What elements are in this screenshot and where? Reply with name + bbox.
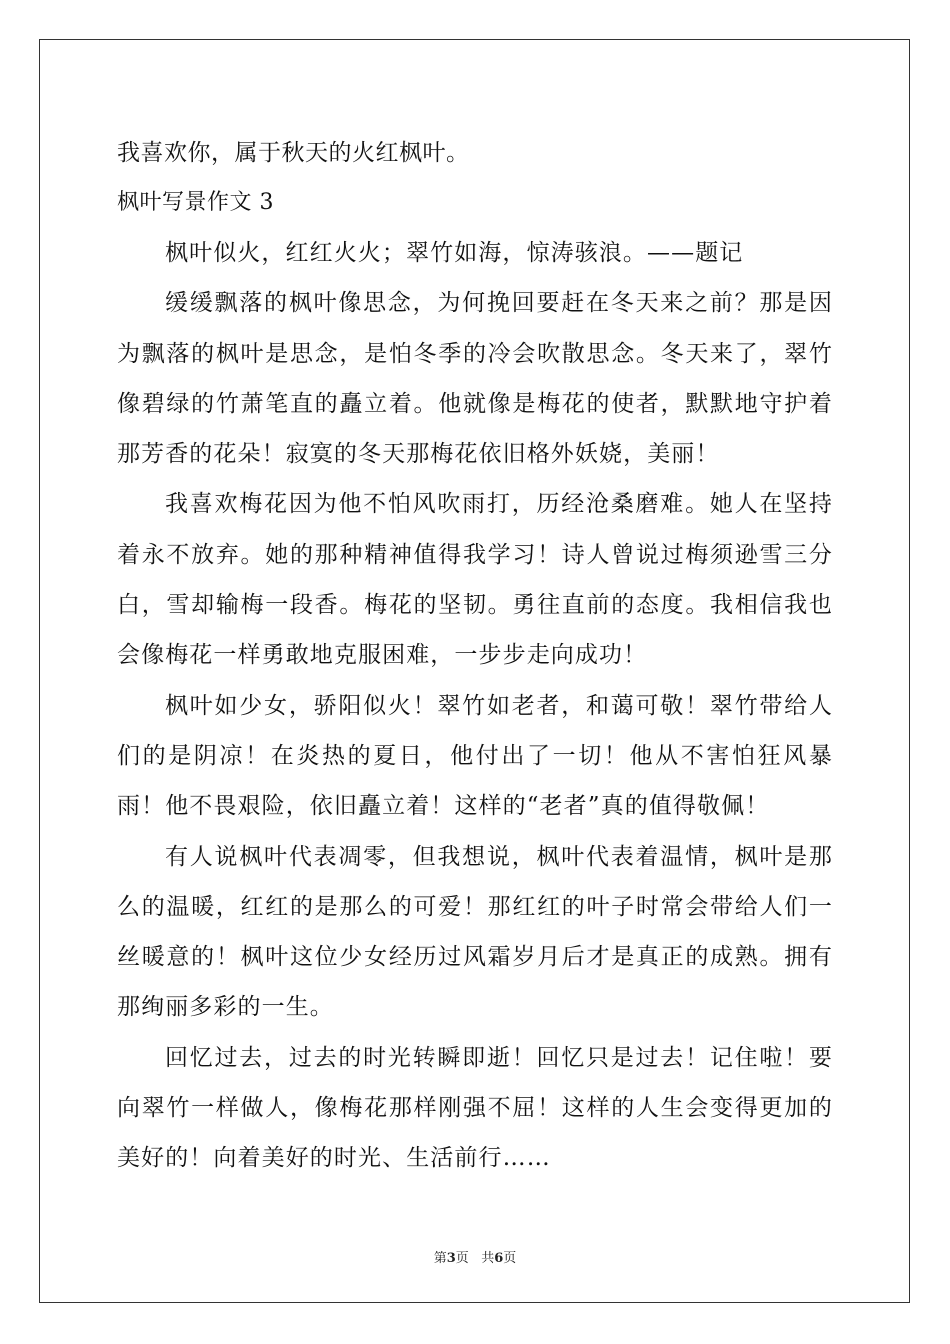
page-suffix: 页 xyxy=(455,1251,469,1266)
paragraph-3: 枫叶如少女，骄阳似火！翠竹如老者，和蔼可敬！翠竹带给人们的是阴凉！在炎热的夏日，他付出了一切！他从不害怕狂风暴雨！他不畏艰险，依旧矗立着！这样的“老者”真的值得敬佩！ xyxy=(117,692,833,820)
paragraph-2: 我喜欢梅花因为他不怕风吹雨打，历经沧桑磨难。她人在坚持着永不放弃。她的那种精神值得我学习！诗人曾说过梅须逊雪三分白，雪却输梅一段香。梅花的坚韧。勇往直前的态度。我相信我也会像梅花一样勇敢地克服困难，一步步走向成功！ xyxy=(117,491,833,669)
total-suffix: 页 xyxy=(503,1251,517,1266)
lead-line: 我喜欢你，属于秋天的火红枫叶。 xyxy=(117,140,470,166)
paragraph-1: 缓缓飘落的枫叶像思念，为何挽回要赶在冬天来之前？那是因为飘落的枫叶是思念，是怕冬季的冷会吹散思念。冬天来了，翠竹像碧绿的竹萧笔直的矗立着。他就像是梅花的使者，默默地守护着那芳香的花朵！寂寞的冬天那梅花依旧格外妖娆，美丽！ xyxy=(117,290,833,468)
page-footer xyxy=(0,1247,950,1266)
total-pages: 6 xyxy=(494,1251,504,1266)
total-prefix: 共 xyxy=(481,1251,495,1266)
page-number: 3 xyxy=(446,1251,456,1266)
paragraph-epigraph: 枫叶似火，红红火火；翠竹如海，惊涛骇浪。——题记 xyxy=(165,240,744,266)
paragraph-4: 有人说枫叶代表凋零，但我想说，枫叶代表着温情，枫叶是那么的温暖，红红的是那么的可爱！那红红的叶子时常会带给人们一丝暖意的！枫叶这位少女经历过风霜岁月后才是真正的成熟。拥有那绚丽多彩的一生。 xyxy=(117,843,833,1021)
page-prefix: 第 xyxy=(433,1251,447,1266)
section-heading: 枫叶写景作文 3 xyxy=(117,190,274,215)
paragraph-5: 回忆过去，过去的时光转瞬即逝！回忆只是过去！记住啦！要向翠竹一样做人，像梅花那样刚强不屈！这样的人生会变得更加的美好的！向着美好的时光、生活前行…… xyxy=(117,1044,833,1172)
document-body xyxy=(117,128,833,1184)
